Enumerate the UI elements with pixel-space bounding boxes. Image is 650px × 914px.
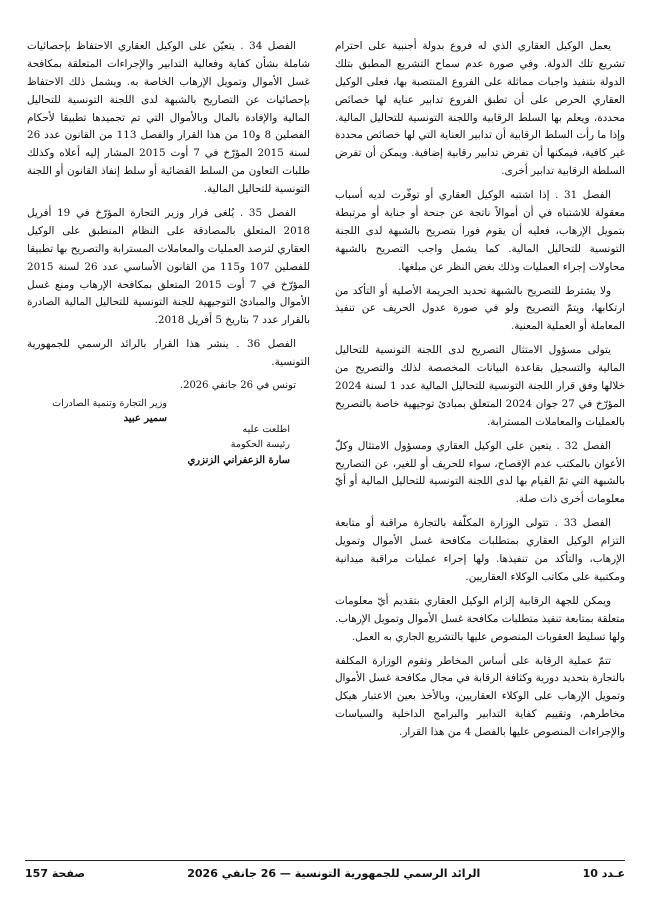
paragraph: ويمكن للجهة الرقابية إلزام الوكيل العقاري بتقديم أيّ معلومات متعلقة بمتابعة تنفيذ متطلبات مكافحة غسل الأموال وتمويل الإرهاب. ولها تسليط العقوبات المنصوص عليها بالتشريع الجاري به العمل. — [335, 594, 625, 643]
pm-title: رئيسة الحكومة — [230, 439, 290, 451]
signature-block — [27, 378, 310, 679]
article-32: الفصل 32 . يتعين على الوكيل العقاري ومسؤول الامتثال وكلّ الأعوان بالمكتب عدم الإفصاح، سواء للحريف أو للغير، عن التصاريح بالشبهة التي تمّ القيام بها لدى اللجنة التونسية للتحاليل المالية أو أيّ معلومات أخرى ذات صلة. — [335, 439, 625, 506]
paragraph: تتمّ عملية الرقابة على أساس المخاطر وتقوم الوزارة المكلفة بالتجارة بتحديد دورية وكثافة الرقابة في مجال مكافحة غسل الأموال وتمويل الإرهاب على الوكلاء العقاريين، وبالأخذ بعين الاعتبار هيكل مخاطرهم، وتقييم كفاية التدابير والبرامج الداخلية والسياسات والإجراءات المنصوص عليها بالفصل 4 من هذا القرار. — [335, 654, 625, 739]
issue-number: عـدد 10 — [582, 867, 625, 880]
minister-signature — [47, 396, 167, 469]
signature-date: تونس في 26 جانفي 2026. — [179, 380, 296, 392]
article-36: الفصل 36 . ينشر هذا القرار بالرائد الرسمي للجمهورية التونسية. — [27, 338, 310, 369]
article-34: الفصل 34 . يتعيّن على الوكيل العقاري الاحتفاظ بإحصائيات شاملة بشأن كفاية وفعالية التدابير والإجراءات المتعلقة بمكافحة غسل الأموال وتمويل الإرهاب الخاصة به. ويشمل ذلك الاحتفاظ بإحصائيات عن التصاريح بالشبهة لدى اللجنة التونسية للتحاليل المالية والإفادة بالمال وبالأموال التي تم تجميدها تطبيقا لأحكام الفصلين 8 و10 من هذا القرار والفصل 113 من القانون عدد 26 لسنة 2015 المؤرّخ في 7 أوت 2015 المشار إليه أعلاه وكذلك طلبات التعاون من السلط القضائية أو سلط إنفاذ القانون أو اللجنة التونسية للتحاليل المالية. — [27, 40, 310, 196]
minister-name: سمير عبيد — [123, 413, 167, 425]
page-footer — [25, 860, 625, 880]
article-31: الفصل 31 . إذا اشتبه الوكيل العقاري أو توفّرت لديه أسباب معقولة للاشتباه في أن أموالاً ناتجة عن جنحة أو جناية أو مرتبطة بتمويل الإرهاب، فعليه أن يقوم فورا بتصريح بالشبهة لدى اللجنة التونسية للتحاليل المالية. كما يشمل واجب التصريح بالشبهة محاولات إجراء العمليات وذلك بغض النظر عن مبلغها. — [335, 189, 625, 273]
signature-row — [27, 396, 310, 469]
gazette-title-date: الرائد الرسمي للجمهورية التونسية — 26 جانفي 2026 — [187, 867, 481, 880]
right-column — [335, 38, 625, 748]
article-35: الفصل 35 . يُلغى قرار وزير التجارة المؤرّخ في 19 أفريل 2018 المتعلق بالمصادقة على النظام المنطبق على الوكيل العقاري لترصد العمليات والمعاملات المسترابة والتصريح بها تطبيقا للفصلين 107 و115 من القانون الأساسي عدد 26 لسنة 2015 المؤرّخ في 7 أوت 2015 المتعلق بمكافحة الإرهاب ومنع غسل الأموال والمبادئ التوجيهية للجنة التونسية للتحاليل المالية الصادرة بالقرار عدد 7 بتاريخ 5 أفريل 2018. — [27, 207, 310, 327]
left-column — [27, 38, 310, 679]
pm-name: سارة الزعفراني الزنزري — [187, 454, 290, 466]
blank-seal-area — [27, 469, 310, 679]
minister-title: وزير التجارة وتنمية الصادرات — [52, 398, 167, 410]
page-number: صفحة 157 — [25, 867, 85, 880]
pm-signature — [170, 422, 290, 469]
paragraph: ولا يشترط للتصريح بالشبهة تحديد الجريمة الأصلية أو التأكد من ارتكابها، ويتمّ التصريح ولو في صورة عدول الحريف عن تنفيذ المعاملة أو العملية المعنية. — [335, 284, 625, 333]
seen-label: اطلعت عليه — [242, 424, 290, 436]
paragraph: يتولى مسؤول الامتثال التصريح لدى اللجنة التونسية للتحاليل المالية والتسجيل بقاعدة البيانات المخصصة لذلك والتصريح من خلالها وفق قرار اللجنة التونسية للتحاليل المالية عدد 1 لسنة 2024 المؤرّخ في 27 جوان 2024 المتعلق بمبادئ توجيهية خاصة بالتصريح بالعمليات والمعاملات المسترابة. — [335, 344, 626, 428]
article-33: الفصل 33 . تتولى الوزارة المكلّفة بالتجارة مراقبة أو متابعة التزام الوكيل العقاري بمتطلبات مكافحة غسل الأموال وتمويل الإرهاب، والتأكد من تنفيذها. ولها إجراء عمليات مراقبة ميدانية ومكتبية على مكاتب الوكلاء العقاريين. — [335, 517, 625, 583]
paragraph: يعمل الوكيل العقاري الذي له فروع بدولة أجنبية على احترام تشريع تلك الدولة. وفي صورة عدم سماح التشريع المطبق بتلك الدولة بتنفيذ واجبات مماثلة على الفروع المنتصبة بها، فعلى الوكيل العقاري الحرص على أن تطبق الفروع تدابير عناية لها خصائص محددة، ويعلم بها السلط الرقابية واللجنة التونسية للتحاليل المالية. وإذا ما رأت السلط الرقابية أن تدابير العناية التي لها خصائص محددة غير كافية، فيمكنها أن تفرض تدابير رقابية إضافية. ويمكن أن تفرض السلطة الرقابية تدابير أخرى. — [335, 40, 625, 178]
